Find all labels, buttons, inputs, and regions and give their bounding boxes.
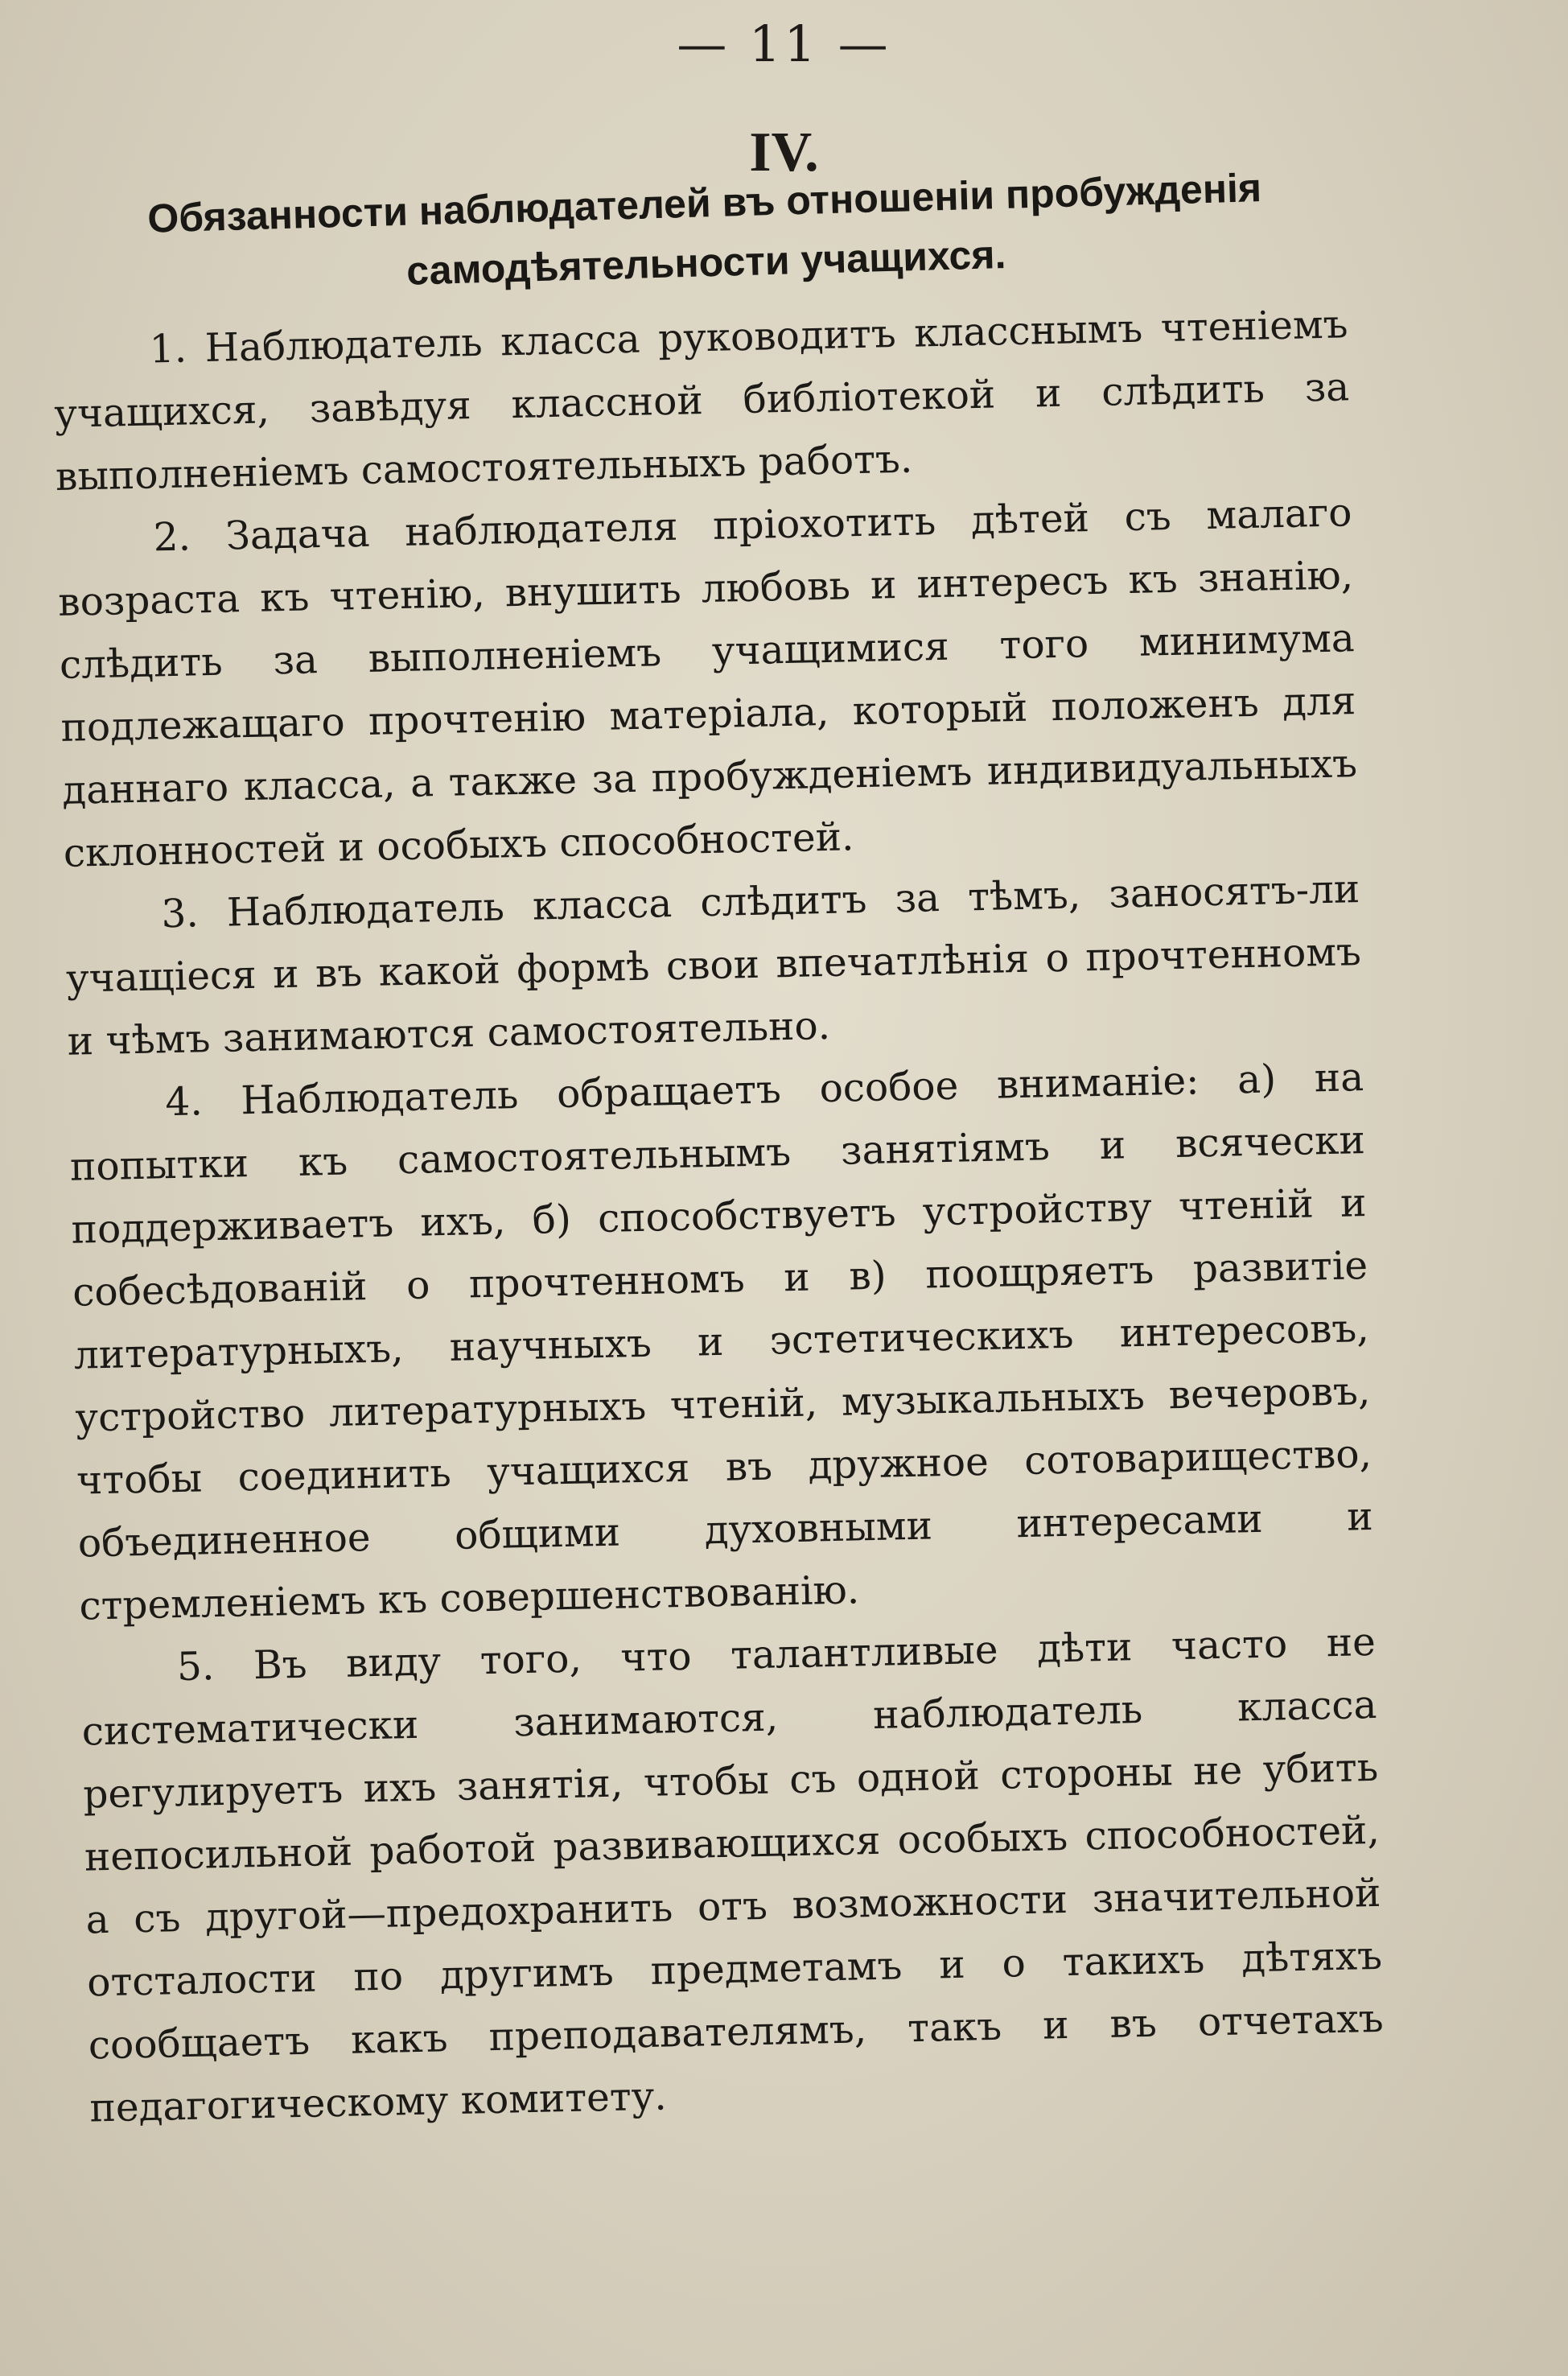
body-text: [52, 293, 1385, 2139]
paragraph-3: 3. Наблюдатель класса слѣдитъ за тѣмъ, заносятъ-ли учащіеся и въ какой формѣ свои впечатлѣнія о прочтенномъ и чѣмъ занимаются самостоятельно.: [65, 867, 1362, 1064]
paragraph-2: 2. Задача наблюдателя пріохотить дѣтей съ малаго возраста къ чтенію, внушить любовь и интересъ къ знанію, слѣдить за выполненіемъ учащимися того минимума подлежащаго прочтенію матеріала, который положенъ для даннаго класса, а также за пробужденіемъ индивидуальныхъ склонностей и особыхъ способностей.: [57, 490, 1358, 876]
section-numeral: IV.: [749, 121, 819, 183]
page-number: — 11 —: [677, 14, 891, 73]
section-title: Обязанности наблюдателей въ отношеніи пробужденія самодѣятельности учащихся.: [146, 165, 1262, 294]
paragraph-4: 4. Наблюдатель обращаетъ особое вниманіе: а) на попытки къ самостоятельнымъ занятіямъ и всячески поддерживаетъ ихъ, б) способствуетъ устройству чтеній и собесѣдованій о прочтенномъ и в) поощряетъ развитіе литературныхъ, научныхъ и эстетическихъ интересовъ, устройство литературныхъ чтеній, музыкальныхъ вечеровъ, чтобы соединить учащихся въ дружное сотоварищество, объединенное общими духовными интересами и стремленіемъ къ совершенствованію.: [69, 1055, 1374, 1629]
paragraph-5: 5. Въ виду того, что талантливые дѣти часто не систематически занимаются, наблюдатель класса регулируетъ ихъ занятія, чтобы съ одной стороны не убить непосильной работой развивающихся особыхъ способностей, а съ другой—предохранить отъ возможности значительной отсталости по другимъ предметамъ и о такихъ дѣтяхъ сообщаетъ какъ преподавателямъ, такъ и въ отчетахъ педагогическому комитету.: [81, 1619, 1385, 2131]
paragraph-1: 1. Наблюдатель класса руководитъ класснымъ чтеніемъ учащихся, завѣдуя классной библіотекой и слѣдить за выполненіемъ самостоятельныхъ работъ.: [53, 302, 1350, 500]
